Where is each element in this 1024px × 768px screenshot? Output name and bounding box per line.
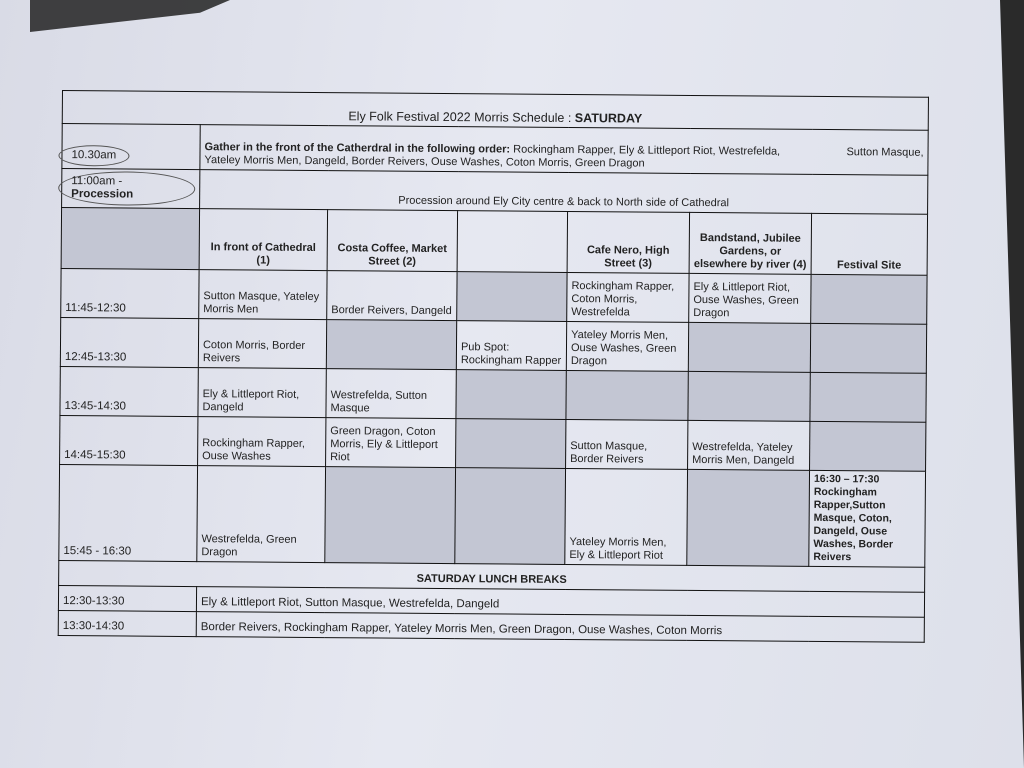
header-blank xyxy=(457,211,567,273)
slot-festival: 16:30 – 17:30 Rockingham Rapper,Sutton Masque, Coton, Dangeld, Ouse Washes, Border Reivers xyxy=(809,470,926,567)
slot-costa: Green Dragon, Coton Morris, Ely & Littleport Riot xyxy=(326,418,456,468)
gather-time-cell xyxy=(62,124,200,170)
lunch-title: SATURDAY LUNCH BREAKS xyxy=(59,560,925,592)
procession-time: 11:00am - Procession xyxy=(58,171,195,206)
slot-cathedral: Rockingham Rapper, Ouse Washes xyxy=(198,417,326,467)
slot-time: 13:45-14:30 xyxy=(60,366,198,416)
slot-pub xyxy=(456,370,566,420)
gather-list-right: Sutton Masque, xyxy=(846,146,924,159)
slot-bandstand xyxy=(688,371,810,421)
slot-row xyxy=(61,268,927,324)
slot-nero: Yateley Morris Men, Ely & Littleport Riot xyxy=(565,468,688,565)
gather-time: 10.30am xyxy=(58,145,129,167)
slot-festival xyxy=(810,372,926,422)
slot-time: 14:45-15:30 xyxy=(60,415,198,465)
slot-costa xyxy=(326,320,456,370)
gather-list-2: Yateley Morris Men, Dangeld, Border Reivers, Ouse Washes, Coton Morris, Green Dragon xyxy=(204,154,645,170)
schedule-table xyxy=(58,90,929,643)
slot-pub: Pub Spot: Rockingham Rapper xyxy=(456,321,566,371)
slot-festival xyxy=(810,421,926,471)
slot-time: 11:45-12:30 xyxy=(61,268,199,318)
slot-costa: Westrefelda, Sutton Masque xyxy=(326,369,456,419)
header-bandstand: Bandstand, Jubilee Gardens, or elsewhere by river (4) xyxy=(689,212,811,274)
slot-festival xyxy=(810,323,926,373)
title-day: SATURDAY xyxy=(574,111,643,126)
slot-costa: Border Reivers, Dangeld xyxy=(327,271,457,321)
slot-bandstand: Westrefelda, Yateley Morris Men, Dangeld xyxy=(688,420,810,470)
slot-bandstand xyxy=(688,322,810,372)
header-blank-time xyxy=(61,208,199,270)
slot-time: 12:45-13:30 xyxy=(60,317,198,367)
lunch-time: 12:30-13:30 xyxy=(58,585,196,611)
procession-row xyxy=(62,169,928,215)
header-costa: Costa Coffee, Market Street (2) xyxy=(327,210,457,272)
slot-row xyxy=(60,366,926,422)
slot-pub xyxy=(456,419,566,469)
slot-nero: Yateley Morris Men, Ouse Washes, Green Dragon xyxy=(566,321,688,371)
slot-nero: Rockingham Rapper, Coton Morris, Westrefelda xyxy=(567,272,689,322)
lunch-groups: Border Reivers, Rockingham Rapper, Yateley Morris Men, Green Dragon, Ouse Washes, Coton Morris xyxy=(196,612,924,643)
slot-cathedral: Sutton Masque, Yateley Morris Men xyxy=(199,270,327,320)
gather-row xyxy=(62,124,928,176)
lunch-time: 13:30-14:30 xyxy=(58,610,196,636)
slot-festival xyxy=(811,274,927,324)
slot-pub xyxy=(455,468,566,565)
slot-nero: Sutton Masque, Border Reivers xyxy=(566,419,688,469)
slot-cathedral: Coton Morris, Border Reivers xyxy=(198,319,326,369)
procession-time-cell xyxy=(62,169,200,209)
slot-pub xyxy=(457,272,567,322)
header-cathedral: In front of Cathedral (1) xyxy=(199,209,327,271)
slot-row xyxy=(59,464,926,567)
slot-costa xyxy=(325,467,456,564)
slot-row xyxy=(60,317,926,373)
slot-bandstand: Ely & Littleport Riot, Ouse Washes, Green Dragon xyxy=(689,273,811,323)
slot-bandstand xyxy=(687,469,810,566)
schedule-title: Ely Folk Festival 2022 Morris Schedule : SATURDAY xyxy=(62,91,928,131)
slot-nero xyxy=(566,370,688,420)
gather-intro: Gather in the front of the Catherdral in the following order: xyxy=(204,141,511,156)
header-festival: Festival Site xyxy=(811,213,927,275)
slot-time: 15:45 - 16:30 xyxy=(59,464,198,561)
gather-text xyxy=(200,125,928,176)
slot-row xyxy=(60,415,926,471)
lunch-groups: Ely & Littleport Riot, Sutton Masque, Westrefelda, Dangeld xyxy=(196,587,924,618)
slot-cathedral: Westrefelda, Green Dragon xyxy=(197,466,326,563)
gather-list-1: Rockingham Rapper, Ely & Littleport Riot, Westrefelda, xyxy=(513,143,781,158)
slot-cathedral: Ely & Littleport Riot, Dangeld xyxy=(198,368,326,418)
procession-text: Procession around Ely City centre & back to North side of Cathedral xyxy=(200,170,928,215)
header-row xyxy=(61,208,927,276)
header-nero: Cafe Nero, High Street (3) xyxy=(567,211,689,273)
